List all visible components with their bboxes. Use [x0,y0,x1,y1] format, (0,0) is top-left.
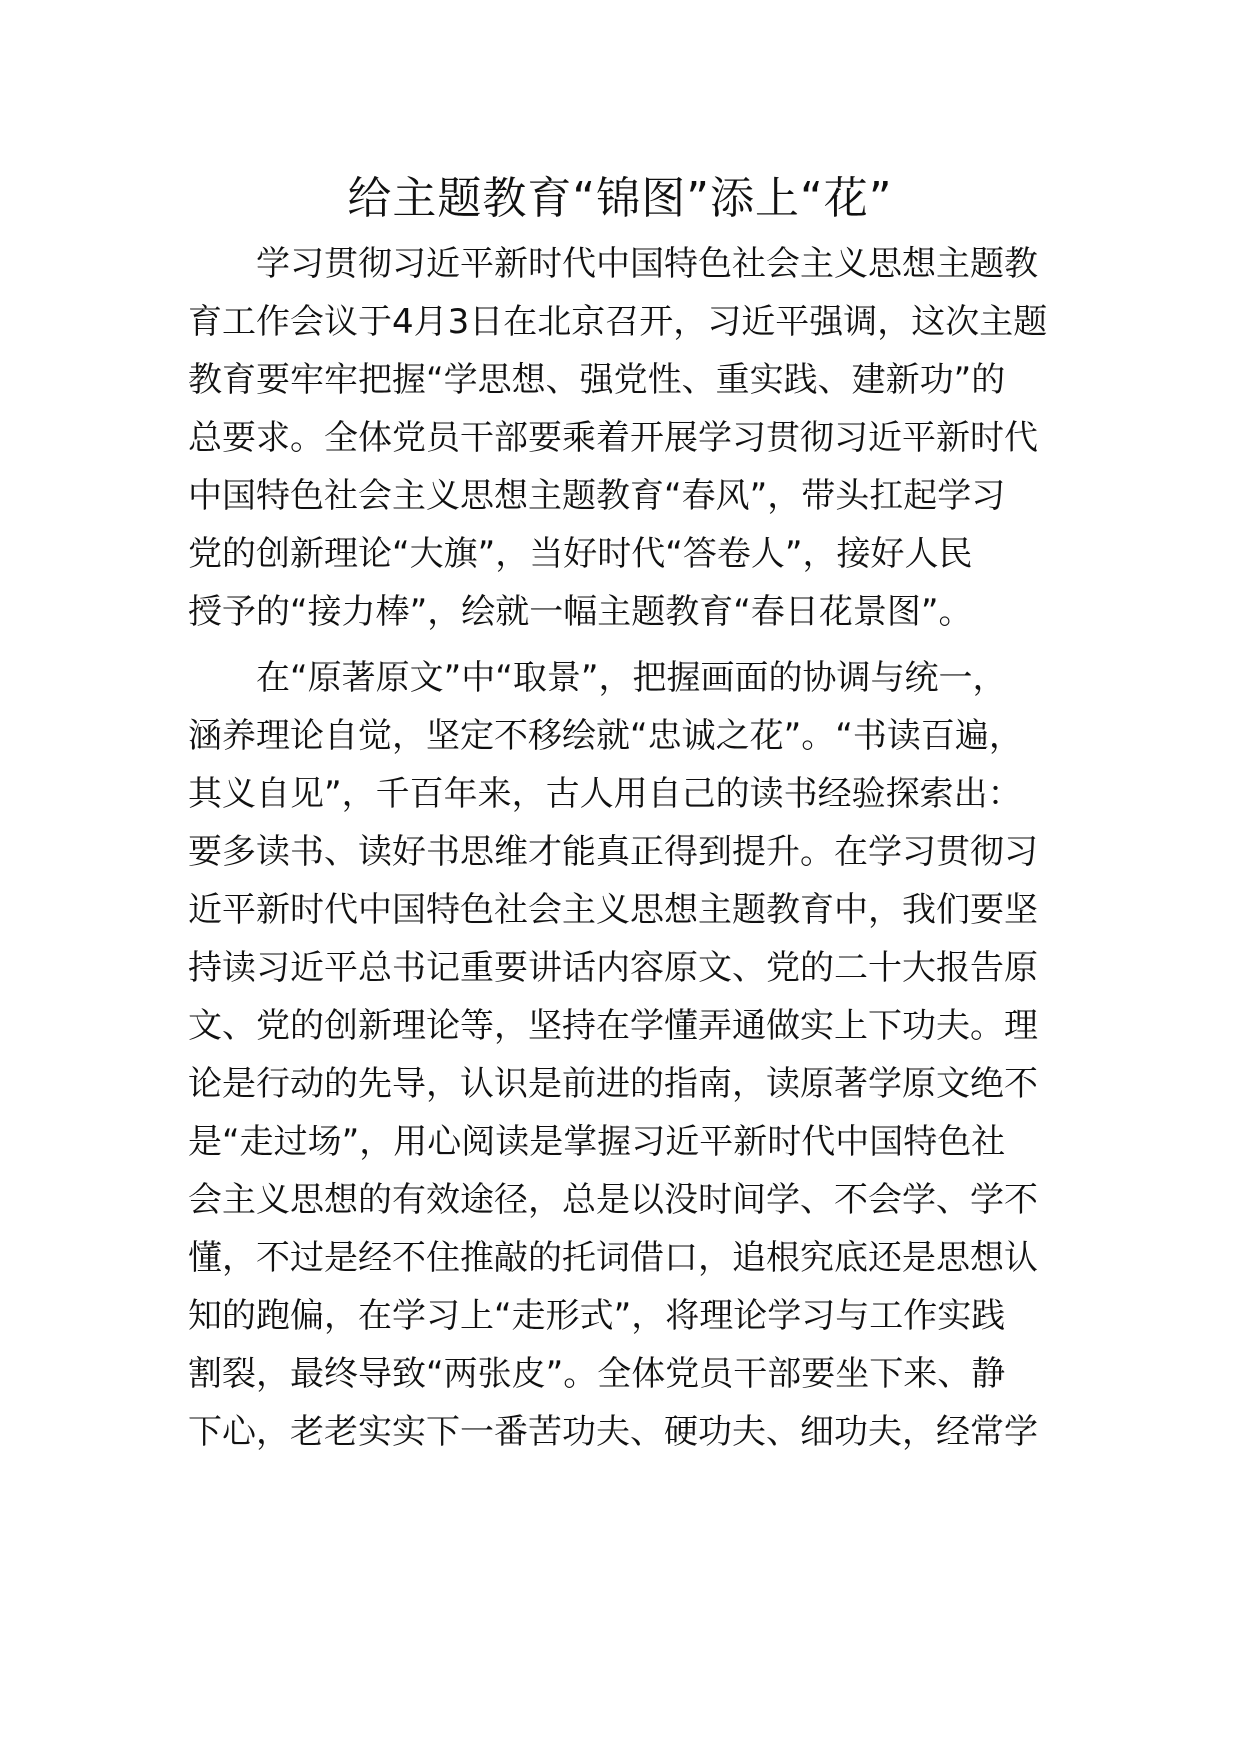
paragraph-1-line-7: 授予的“接力棒”，绘就一幅主题教育“春日花景图”。 [188,592,973,632]
paragraph-1-line-2: 育工作会议于4月3日在北京召开，习近平强调，这次主题 [188,302,1048,342]
paragraph-2-line-9: 是“走过场”，用心阅读是掌握习近平新时代中国特色社 [188,1122,1006,1162]
paragraph-1-line-1: 学习贯彻习近平新时代中国特色社会主义思想主题教 [256,244,1038,284]
paragraph-2-line-11: 懂，不过是经不住推敲的托词借口，追根究底还是思想认 [188,1238,1038,1278]
paragraph-1-line-5: 中国特色社会主义思想主题教育“春风”，带头扛起学习 [188,476,1006,516]
paragraph-2-line-2: 涵养理论自觉，坚定不移绘就“忠诚之花”。“书读百遍， [188,716,1023,756]
paragraph-2-line-7: 文、党的创新理论等，坚持在学懂弄通做实上下功夫。理 [188,1006,1038,1046]
paragraph-2-line-6: 持读习近平总书记重要讲话内容原文、党的二十大报告原 [188,948,1038,988]
paragraph-2-line-3: 其义自见”，千百年来，古人用自己的读书经验探索出： [188,774,1022,814]
paragraph-2-line-5: 近平新时代中国特色社会主义思想主题教育中，我们要坚 [188,890,1038,930]
paragraph-2-line-4: 要多读书、读好书思维才能真正得到提升。在学习贯彻习 [188,832,1038,872]
paragraph-1-line-3: 教育要牢牢把握“学思想、强党性、重实践、建新功”的 [188,360,1006,400]
paragraph-2-line-14: 下心，老老实实下一番苦功夫、硬功夫、细功夫，经常学 [188,1412,1038,1452]
paragraph-1-line-4: 总要求。全体党员干部要乘着开展学习贯彻习近平新时代 [188,418,1038,458]
paragraph-2-line-8: 论是行动的先导，认识是前进的指南，读原著学原文绝不 [188,1064,1038,1104]
document-title: 给主题教育“锦图”添上“花” [347,173,893,224]
paragraph-2-line-10: 会主义思想的有效途径，总是以没时间学、不会学、学不 [188,1180,1038,1220]
paragraph-2-line-1: 在“原著原文”中“取景”，把握画面的协调与统一， [256,658,1007,698]
paragraph-2-line-13: 割裂，最终导致“两张皮”。全体党员干部要坐下来、静 [188,1354,1006,1394]
paragraph-1-line-6: 党的创新理论“大旗”，当好时代“答卷人”，接好人民 [188,534,973,574]
paragraph-2-line-12: 知的跑偏，在学习上“走形式”，将理论学习与工作实践 [188,1296,1006,1336]
